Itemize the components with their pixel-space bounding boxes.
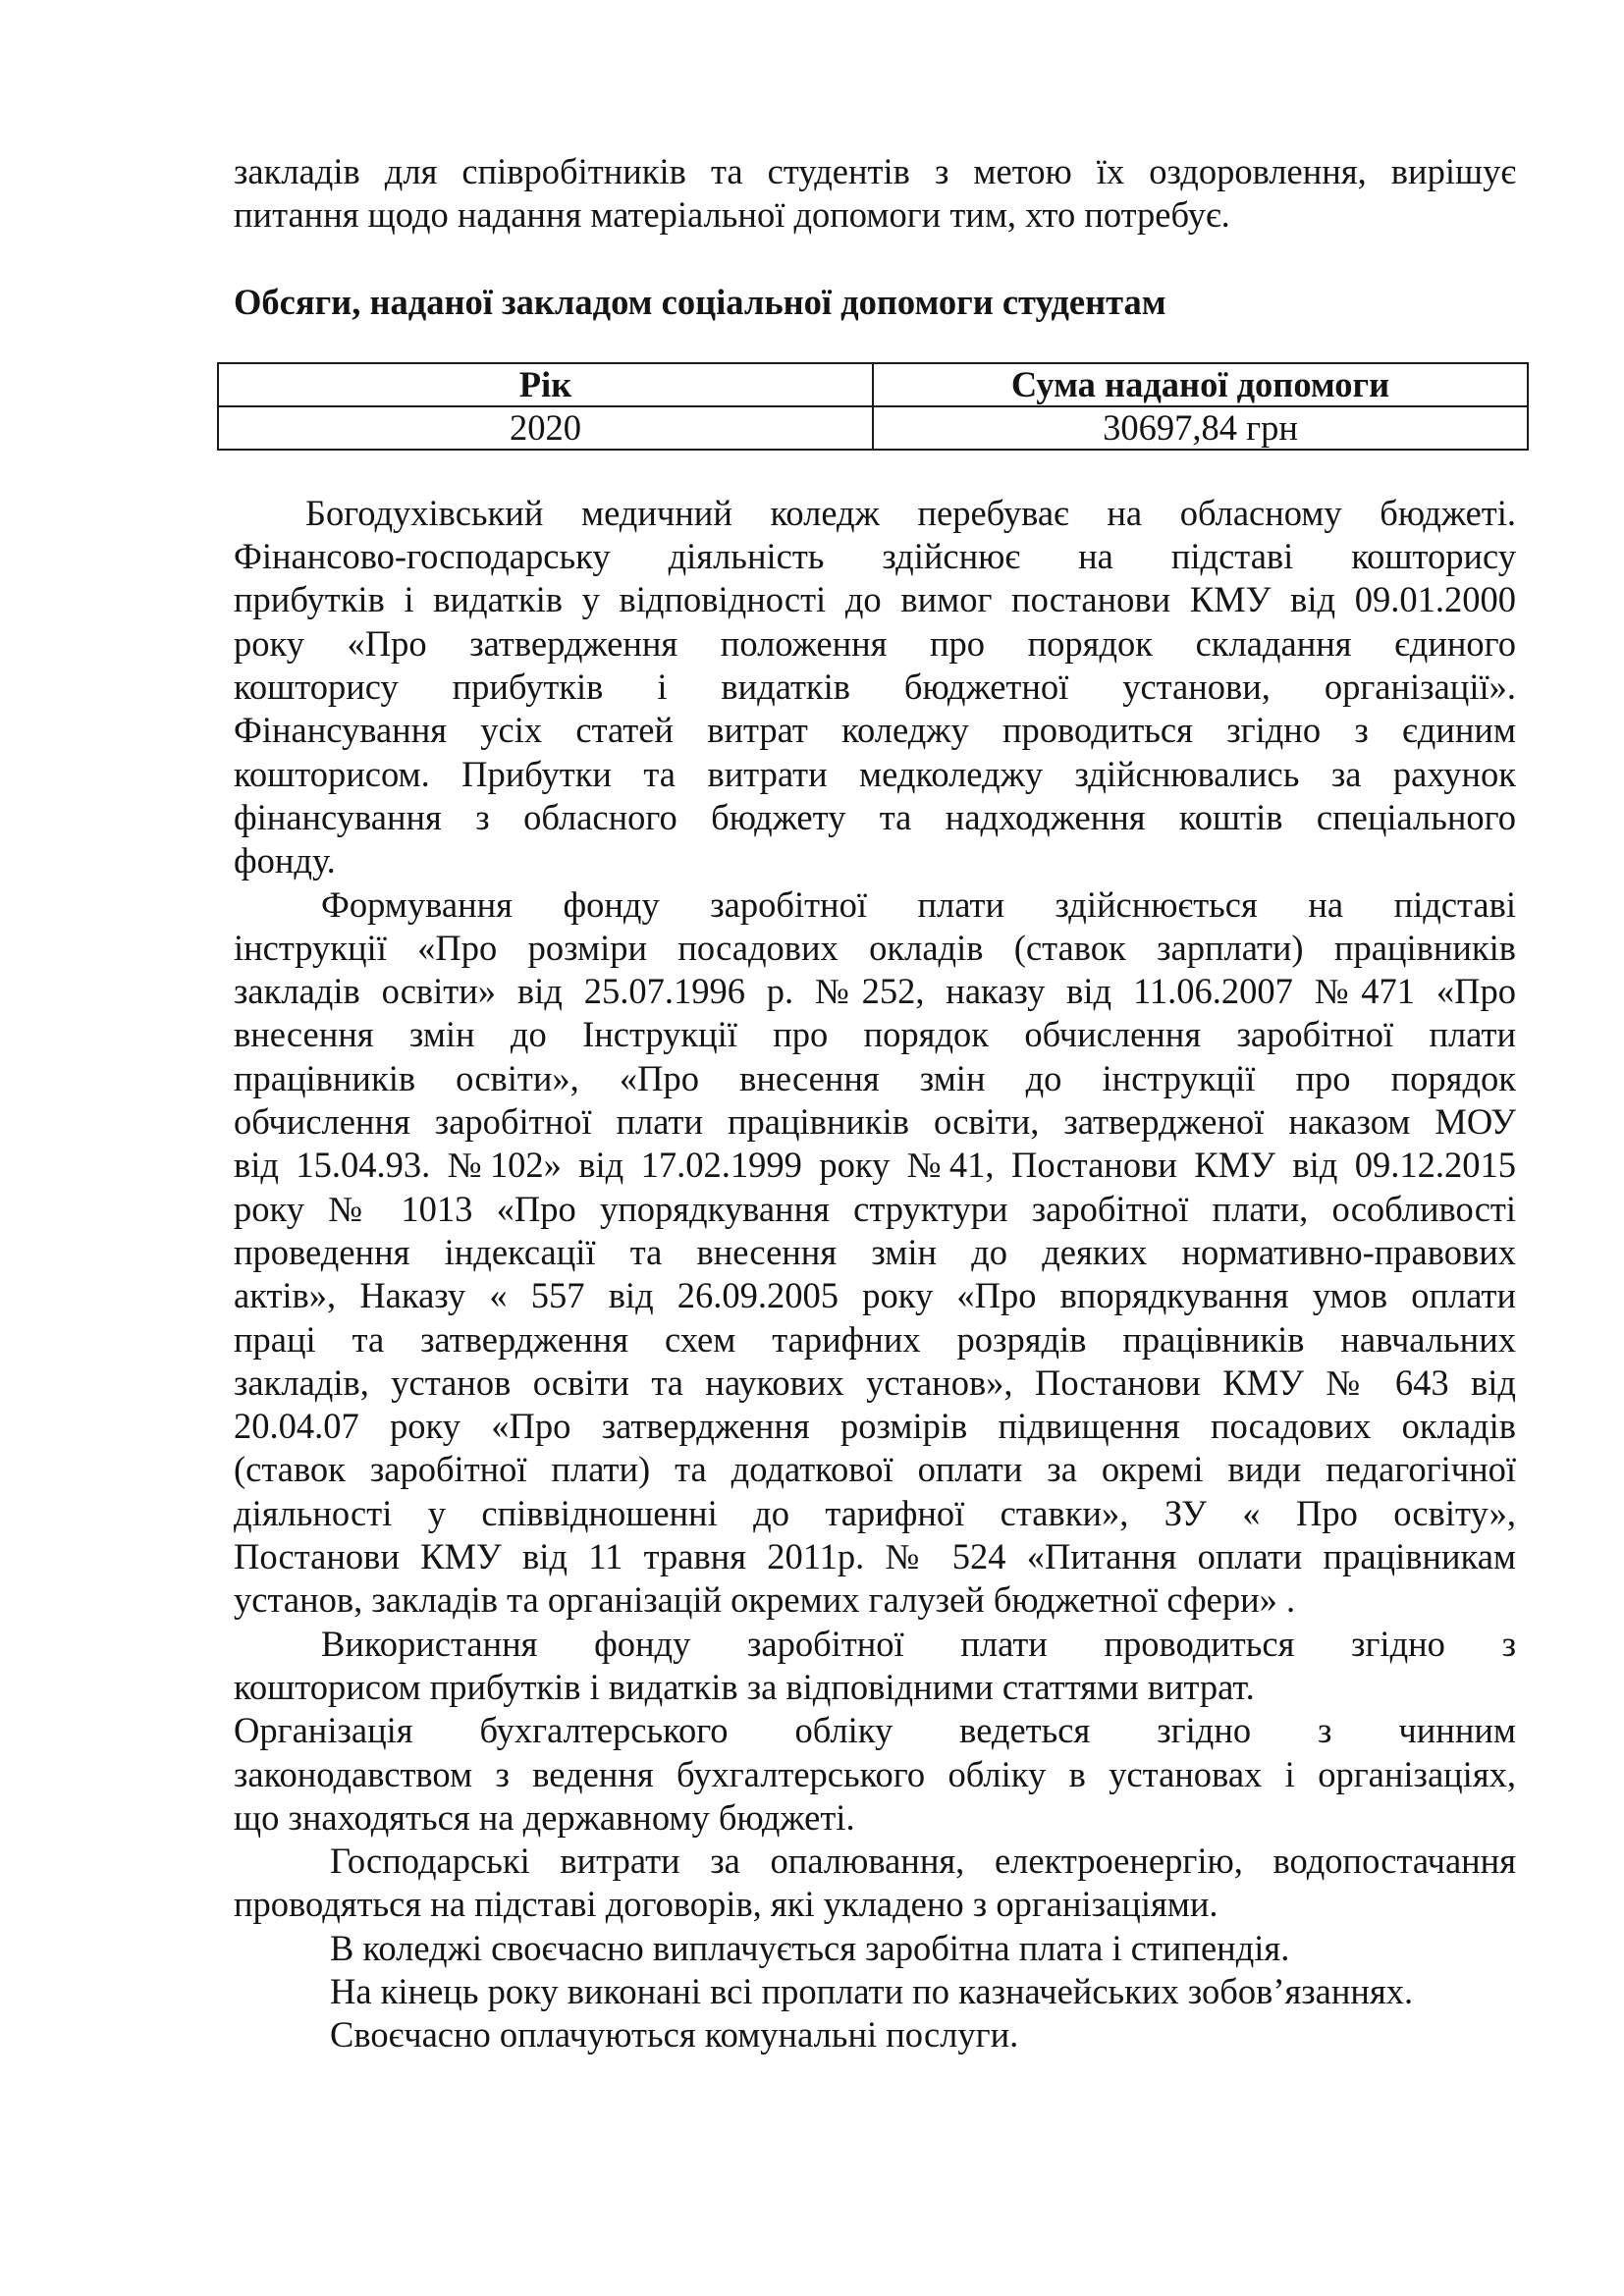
text-line: Організація бухгалтерського обліку ведеться згідно з чинним <box>234 1710 1516 1751</box>
column-header-amount: Сума наданої допомоги <box>873 363 1528 406</box>
intro-paragraph <box>234 150 1516 238</box>
text-line: інструкції «Про розміри посадових окладів (ставок зарплати) працівників <box>234 927 1516 968</box>
text-line: року № 1013 «Про упорядкування структури заробітної плати, особливості <box>234 1188 1516 1229</box>
table-heading: Обсяги, наданої закладом соціальної допомоги студентам <box>234 281 1166 322</box>
text-line: проведення індексації та внесення змін до деяких нормативно-правових <box>234 1231 1516 1272</box>
text-line: закладів для співробітників та студентів з метою їх оздоровлення, вирішує <box>234 151 1516 191</box>
text-line: (ставок заробітної плати) та додаткової оплати за окремі види педагогічної <box>234 1449 1516 1490</box>
text-line: Фінансування усіх статей витрат коледжу проводиться згідно з єдиним <box>234 710 1516 751</box>
text-line: законодавством з ведення бухгалтерського обліку в установах і організаціях, <box>234 1753 1516 1794</box>
accounting-paragraph <box>234 1709 1516 1840</box>
payroll-paragraph <box>234 883 1516 1623</box>
text-line: 20.04.07 року «Про затвердження розмірів підвищення посадових окладів <box>234 1406 1516 1447</box>
text-line: Фінансово-господарську діяльність здійснює на підставі кошторису <box>234 536 1516 577</box>
column-header-year: Рік <box>218 363 873 406</box>
utilities-paragraph <box>234 1840 1516 1927</box>
text-line: установ, закладів та організацій окремих галузей бюджетної сфери» . <box>234 1579 1296 1621</box>
text-line: діяльності у співвідношенні до тарифної ставки», ЗУ « Про освіту», <box>234 1492 1516 1533</box>
text-line: обчислення заробітної плати працівників освіти, затвердженої наказом МОУ <box>234 1101 1516 1143</box>
text-line: кошторису прибутків і видатків бюджетної установи, організації». <box>234 667 1516 708</box>
cell-year: 2020 <box>218 406 873 450</box>
text-line: прибутків і видатків у відповідності до вимог постанови КМУ від 09.01.2000 <box>234 579 1516 620</box>
text-line: закладів освіти» від 25.07.1996 р. №252, наказу від 11.06.2007 №471 «Про <box>234 971 1516 1012</box>
cell-amount: 30697,84 грн <box>873 406 1528 450</box>
text-line: внесення змін до Інструкції про порядок обчислення заробітної плати <box>234 1014 1516 1055</box>
text-line: Використання фонду заробітної плати проводиться згідно з <box>321 1623 1516 1664</box>
budget-paragraph <box>234 492 1516 883</box>
text-line: кошторисом прибутків і видатків за відповідними статтями витрат. <box>234 1666 1255 1707</box>
text-line: фінансування з обласного бюджету та надходження коштів спеціального <box>234 796 1516 837</box>
table-header-row <box>218 363 1528 406</box>
text-line: працівників освіти», «Про внесення змін до інструкції про порядок <box>234 1057 1516 1098</box>
text-line: актів», Наказу « 557 від 26.09.2005 року «Про впорядкування умов оплати <box>234 1275 1516 1316</box>
text-line: фонду. <box>234 840 336 881</box>
text-line: Богодухівський медичний коледж перебуває на обласному бюджеті. <box>305 492 1516 533</box>
text-line: закладів, установ освіти та наукових установ», Постанови КМУ № 643 від <box>234 1362 1516 1403</box>
text-line: В коледжі своєчасно виплачується заробітна плата і стипендія. <box>330 1927 1290 1968</box>
text-line: Своєчасно оплачуються комунальні послуги. <box>330 2014 1019 2056</box>
text-line: Постанови КМУ від 11 травня 2011р. № 524 «Питання оплати працівникам <box>234 1536 1516 1577</box>
aid-table <box>217 362 1529 451</box>
text-line: питання щодо надання матеріальної допомоги тим, хто потребує. <box>234 194 1230 236</box>
text-line: від 15.04.93. №102» від 17.02.1999 року №41, Постанови КМУ від 09.12.2015 <box>234 1145 1516 1186</box>
table-row <box>218 406 1528 450</box>
text-line: Формування фонду заробітної плати здійснюється на підставі <box>321 883 1516 925</box>
closing-paragraphs <box>234 1927 1516 2057</box>
fund-usage-paragraph <box>234 1623 1516 1710</box>
document-page <box>234 150 1516 2057</box>
text-line: проводяться на підставі договорів, які укладено з організаціями. <box>234 1884 1218 1925</box>
text-line: Господарські витрати за опалювання, електроенергію, водопостачання <box>330 1841 1516 1882</box>
text-line: року «Про затвердження положення про порядок складання єдиного <box>234 622 1516 664</box>
text-line: На кінець року виконані всі проплати по казначейських зобов’язаннях. <box>330 1970 1414 2011</box>
text-line: праці та затвердження схем тарифних розрядів працівників навчальних <box>234 1318 1516 1360</box>
text-line: що знаходяться на державному бюджеті. <box>234 1796 855 1838</box>
text-line: кошторисом. Прибутки та витрати медколеджу здійснювались за рахунок <box>234 753 1516 794</box>
